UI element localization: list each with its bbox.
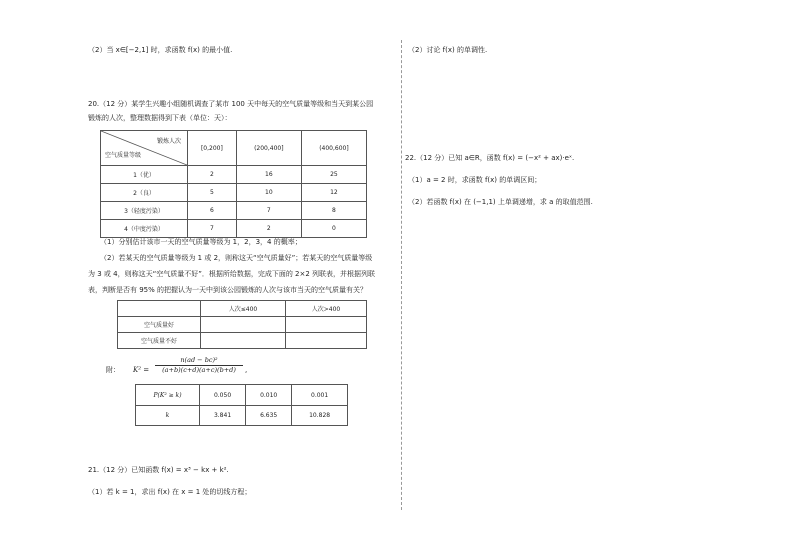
contingency-header: 人次>400 (286, 301, 367, 317)
q20-stem-line1: 20.（12 分）某学生兴趣小组随机调查了某市 100 天中每天的空气质量等级和当天到某公园 (88, 100, 374, 108)
table-header: (400,600] (301, 131, 366, 166)
table-cell: 8 (301, 202, 366, 220)
q22-stem: 22.（12 分）已知 a∈R，函数 f(x) = (−x² + ax)·eˣ. (405, 154, 575, 162)
contingency-cell (286, 333, 367, 349)
corner-top-label: 锻炼人次 (156, 138, 181, 145)
q21-part1: （1）若 k = 1，求出 f(x) 在 x = 1 处的切线方程； (88, 488, 252, 496)
table-row (118, 333, 367, 349)
table-cell: 2 (188, 166, 237, 184)
contingency-table (117, 300, 367, 349)
contingency-corner (118, 301, 201, 317)
table-cell: 0.050 (200, 385, 246, 406)
q21-stem: 21.（12 分）已知函数 f(x) = x³ − kx + k². (88, 466, 229, 474)
table-cell: 7 (188, 220, 237, 238)
contingency-cell (201, 333, 286, 349)
table-row (118, 317, 367, 333)
table-cell: 7 (236, 202, 301, 220)
table-header: [0,200] (188, 131, 237, 166)
table-row (101, 202, 367, 220)
table-cell: 16 (236, 166, 301, 184)
q20-part1: （1）分别估计该市一天的空气质量等级为 1，2，3，4 的概率； (100, 238, 302, 246)
table-cell: 5 (188, 184, 237, 202)
q22-part2: （2）若函数 f(x) 在 (−1,1) 上单调递增，求 a 的取值范围. (408, 198, 593, 206)
row-label: 1（优） (101, 166, 188, 184)
contingency-row-label: 空气质量不好 (118, 333, 201, 349)
row-label: 4（中度污染） (101, 220, 188, 238)
row-label: 3（轻度污染） (101, 202, 188, 220)
table-cell: 3.841 (200, 406, 246, 426)
k-label: k (136, 406, 200, 426)
table-row (101, 166, 367, 184)
air-quality-table (100, 130, 367, 238)
table-cell: 0.010 (246, 385, 292, 406)
contingency-header: 人次≤400 (201, 301, 286, 317)
q20-part2-line1: （2）若某天的空气质量等级为 1 或 2，则称这天“空气质量好”；若某天的空气质量等级 (100, 254, 373, 262)
q19-part2: （2）当 x∈[−2,1] 时，求函数 f(x) 的最小值. (88, 46, 233, 54)
formula-denominator: (a+b)(c+d)(a+c)(b+d) (162, 366, 236, 374)
corner-bottom-label: 空气质量等级 (105, 152, 142, 159)
table-row (136, 385, 348, 406)
critical-value-table (135, 384, 348, 426)
formula-lhs: K² = (133, 366, 150, 374)
table-cell: 6.635 (246, 406, 292, 426)
q22-part1: （1）a = 2 时，求函数 f(x) 的单调区间； (408, 176, 542, 184)
q20-part2-line2: 为 3 或 4，则称这天“空气质量不好”．根据所给数据，完成下面的 2×2 列联表，并根据列联 (88, 270, 376, 278)
q20-part2-line3: 表，判断是否有 95% 的把握认为一天中到该公园锻炼的人次与该市当天的空气质量有关？ (88, 286, 368, 294)
table-cell: 2 (236, 220, 301, 238)
contingency-cell (201, 317, 286, 333)
table-cell: 0 (301, 220, 366, 238)
attach-label: 附： (106, 366, 120, 374)
table-cell: 6 (188, 202, 237, 220)
chi-square-formula (155, 356, 243, 375)
formula-numerator: n(ad − bc)² (155, 356, 243, 366)
table-row (136, 406, 348, 426)
column-divider (401, 40, 402, 510)
row-label: 2（良） (101, 184, 188, 202)
probability-label: P(K² ≥ k) (136, 385, 200, 406)
q21-part2: （2）讨论 f(x) 的单调性. (408, 46, 488, 54)
table-corner-cell (101, 131, 188, 166)
table-cell: 10 (236, 184, 301, 202)
table-header: (200,400] (236, 131, 301, 166)
table-cell: 0.001 (292, 385, 348, 406)
table-row (101, 184, 367, 202)
table-cell: 25 (301, 166, 366, 184)
q20-stem-line2: 锻炼的人次，整理数据得到下表（单位：天）： (88, 114, 232, 122)
table-cell: 12 (301, 184, 366, 202)
table-row (101, 220, 367, 238)
formula-tail: , (245, 366, 248, 374)
contingency-cell (286, 317, 367, 333)
contingency-row-label: 空气质量好 (118, 317, 201, 333)
table-cell: 10.828 (292, 406, 348, 426)
